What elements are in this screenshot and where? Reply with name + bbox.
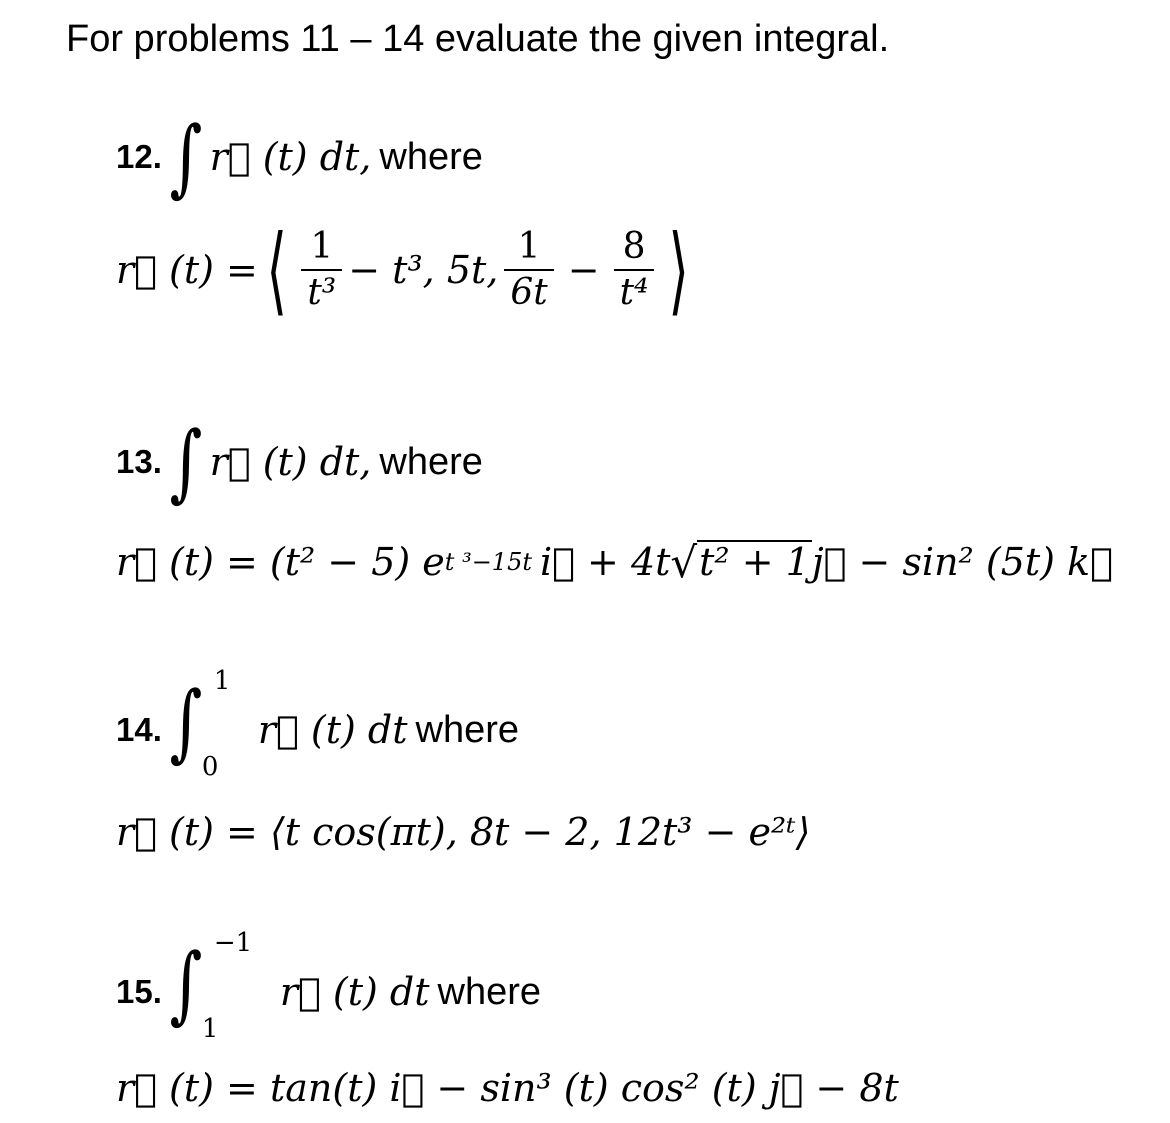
problem-15-integrand: r⃗ (t) dt [279, 970, 430, 1014]
problem-12-integral-sign: ∫ [169, 108, 203, 206]
problem-14-lower-limit: 0 [201, 752, 219, 782]
problem-12-fraction-3 [614, 227, 655, 312]
problem-14-integrand: r⃗ (t) dt [257, 708, 408, 752]
problem-12-integrand: r⃗ (t) dt, [209, 135, 372, 179]
problem-15-integral-sign: ∫ [169, 935, 203, 1033]
fraction-3-denominator: t⁴ [619, 272, 649, 313]
fraction-1-denominator: t³ [307, 272, 337, 313]
problem-15-upper-limit: −1 [213, 928, 253, 958]
fraction-bar [614, 269, 655, 271]
problem-13-header [116, 413, 483, 511]
problem-15-number: 15. [116, 973, 162, 1010]
problem-14-where: where [415, 708, 520, 751]
left-angle-bracket: ⟨ [266, 214, 287, 326]
problem-15-header [116, 928, 542, 1044]
fraction-3-numerator: 8 [622, 226, 646, 268]
problem-14-definition-text: r⃗ (t) = ⟨t cos(πt), 8t − 2, 12t³ − e²ᵗ⟩ [116, 810, 811, 854]
problem-13-definition-part-a: (t² − 5) e [269, 540, 445, 584]
problem-14-integral-sign: ∫ [169, 673, 203, 771]
fraction-bar [504, 269, 553, 271]
problem-14-header [116, 666, 520, 782]
problem-12-header [116, 108, 483, 206]
problem-15-definition-text: r⃗ (t) = tan(t) i⃗ − sin³ (t) cos² (t) j⃗ − 8t [116, 1066, 899, 1110]
problem-12-definition-lhs: r⃗ (t) = [116, 248, 258, 292]
problem-12-fraction-1 [301, 227, 342, 312]
problem-14-definition [116, 810, 810, 854]
problem-13-where: where [379, 440, 483, 483]
problem-14-integral [162, 666, 258, 782]
problem-12-component-rest: − t³, 5t, [348, 248, 499, 292]
problem-15-where: where [437, 970, 542, 1013]
problem-13-integrand: r⃗ (t) dt, [209, 440, 372, 484]
right-angle-bracket: ⟩ [668, 214, 690, 326]
radical-sign: √ [670, 537, 698, 587]
fraction-2-numerator: 1 [517, 226, 541, 268]
square-root [670, 537, 811, 587]
fraction-2-denominator: 6t [510, 272, 548, 313]
problem-13-exponent: t ³−15t [444, 548, 532, 576]
problem-13-definition-lhs: r⃗ (t) = [116, 540, 258, 584]
problem-13-sqrt-content: t² + 1 [699, 540, 810, 585]
fraction-bar [301, 269, 342, 271]
problem-13-integral-sign: ∫ [169, 413, 203, 511]
problem-13-definition-part-b: i⃗ + 4t [539, 540, 671, 584]
problem-15-lower-limit: 1 [201, 1014, 219, 1044]
problem-13-definition [116, 537, 1113, 587]
problem-12-number: 12. [116, 138, 162, 175]
problem-12-fraction-2 [504, 227, 553, 312]
instructions-text: For problems 11 – 14 evaluate the given integral. [66, 18, 890, 60]
problem-14-upper-limit: 1 [213, 666, 231, 696]
problem-12-definition [116, 214, 698, 326]
fraction-1-numerator: 1 [310, 226, 334, 268]
problem-13-number: 13. [116, 443, 162, 480]
problem-13-definition-part-c: j⃗ − sin² (5t) k⃗ [811, 540, 1113, 584]
problem-12-where: where [379, 135, 483, 178]
problem-14-number: 14. [116, 711, 162, 748]
problem-15-integral [162, 928, 280, 1044]
problem-15-definition [116, 1066, 899, 1110]
minus-sign: − [567, 248, 600, 292]
